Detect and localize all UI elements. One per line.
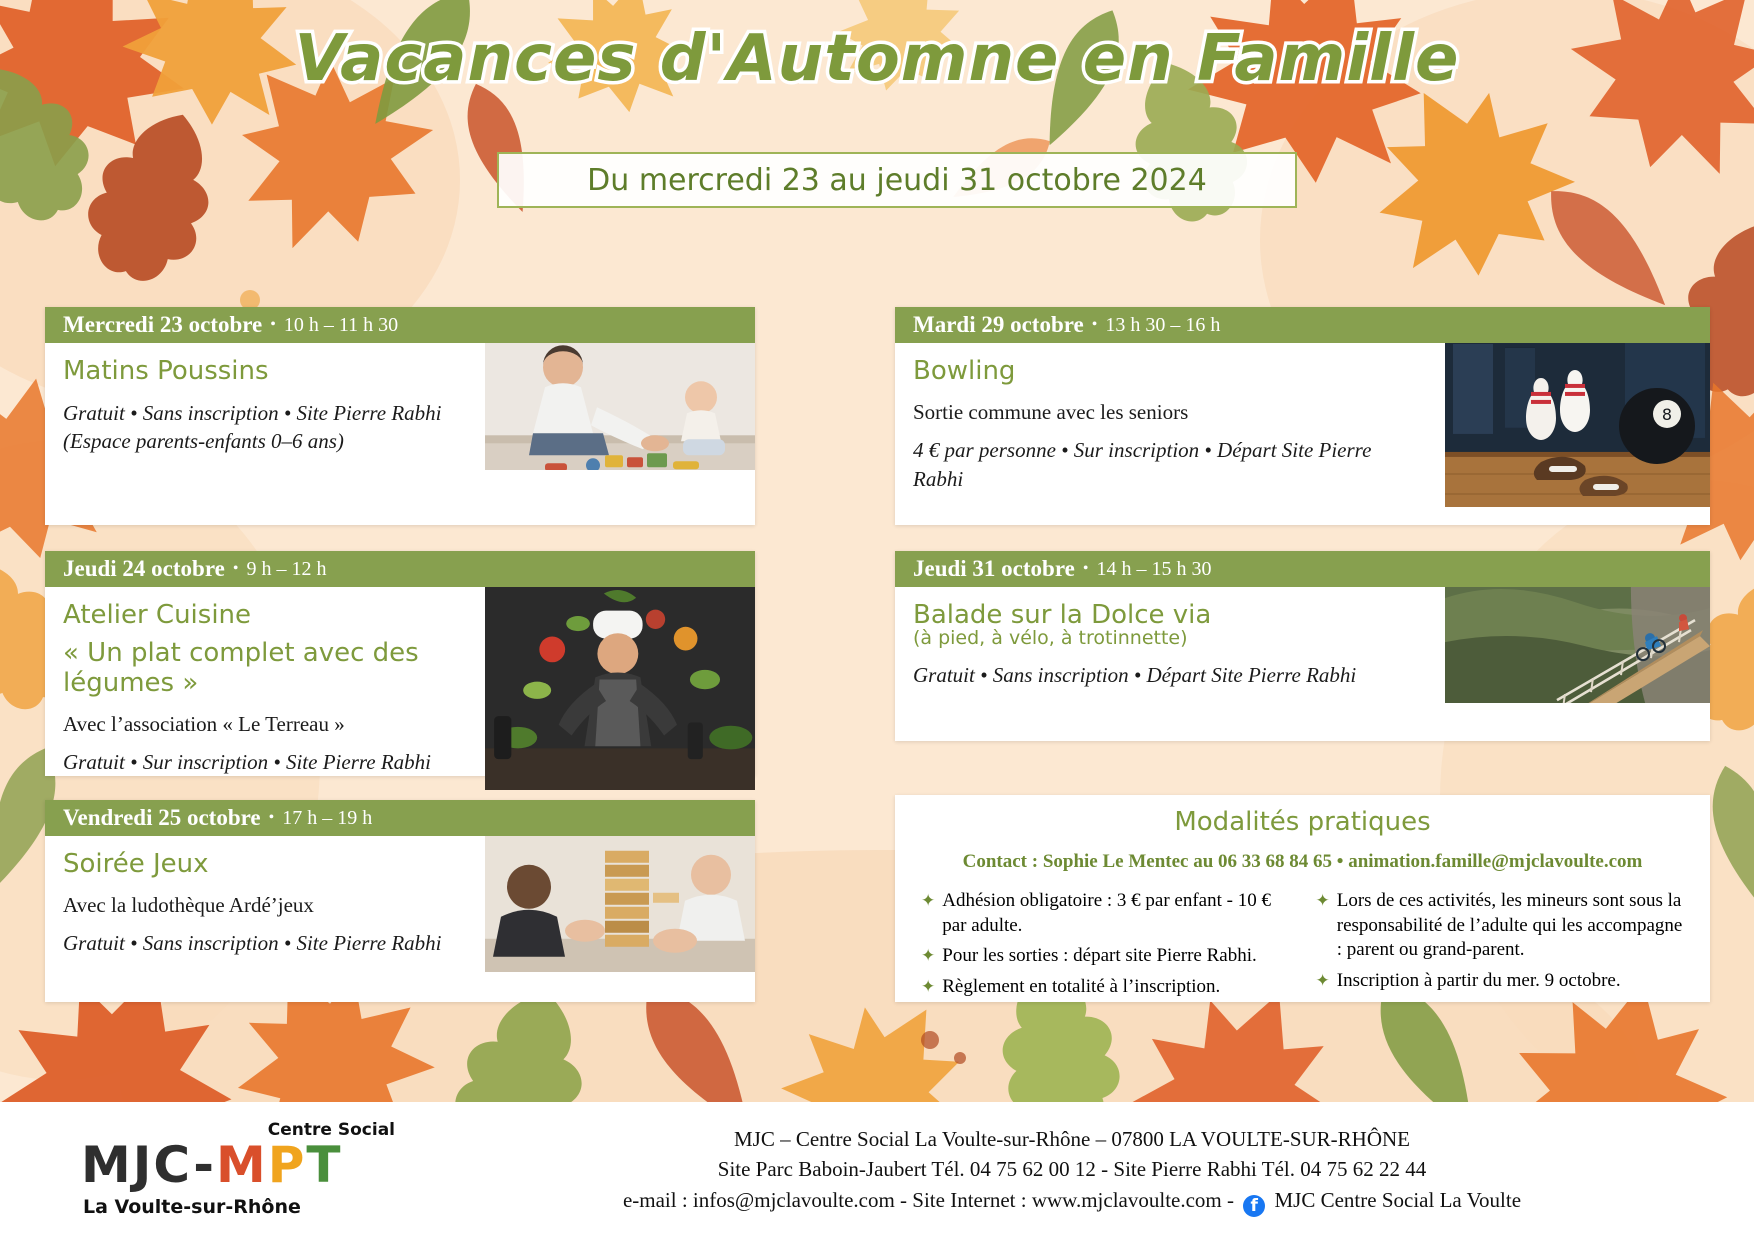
event-partner: Avec l’association « Le Terreau » (63, 711, 345, 736)
list-item-text: Pour les sorties : départ site Pierre Rabhi. (942, 945, 1257, 967)
event-header (45, 551, 755, 587)
page-title-text: Vacances d'Automne en Famille (294, 22, 1460, 96)
photo-bowling-quilles-boule (1445, 343, 1710, 507)
footer-line-1: MJC – Centre Social La Voulte-sur-Rhône – 07800 LA VOULTE-SUR-RHÔNE (733, 1127, 1411, 1151)
event-conditions: Gratuit • Sans inscription • Départ Site Pierre Rabhi (913, 662, 1357, 687)
footer-line-3-text: e-mail : infos@mjclavoulte.com - Site Internet : www.mjclavoulte.com - (622, 1187, 1234, 1212)
footer-line-2: Site Parc Baboin-Jaubert Tél. 04 75 62 00 12 - Site Pierre Rabhi Tél. 04 75 62 22 44 (717, 1157, 1427, 1182)
list-item-text: Lors de ces activités, les mineurs sont sous la responsabilité de l’adulte qui les accompagne : parent ou grand-parent. (1336, 890, 1683, 961)
event-body (45, 836, 755, 972)
event-partner: Avec la ludothèque Ardé’jeux (63, 892, 314, 917)
list-item-text: Règlement en totalité à l’inscription. (942, 976, 1221, 998)
event-time: 9 h – 12 h (246, 557, 327, 580)
event-body (895, 343, 1710, 507)
event-card-mardi-29 (895, 307, 1710, 525)
date-range-banner (497, 152, 1297, 208)
practical-info-card (895, 795, 1710, 1002)
bullet-icon: ✦ (1315, 891, 1330, 910)
contact-line: Contact : Sophie Le Mentec au 06 33 68 84 65 • animation.famille@mjclavoulte.com (962, 851, 1643, 872)
event-activity-subtitle: (à pied, à vélo, à trotinnette) (913, 626, 1188, 649)
event-activity-title: Bowling (913, 356, 1016, 386)
event-day: Mercredi 23 octobre (63, 312, 263, 337)
photo-passerelle-velo-gorges (1445, 587, 1710, 703)
practical-info-title: Modalités pratiques (1174, 807, 1431, 837)
event-body (45, 587, 755, 790)
event-time: 14 h – 15 h 30 (1096, 557, 1212, 580)
bullet-icon: ✦ (1315, 971, 1330, 991)
event-activity-title: Balade sur la Dolce via (913, 600, 1212, 630)
event-time: 10 h – 11 h 30 (283, 313, 399, 336)
event-day: Jeudi 24 octobre (63, 556, 225, 581)
event-conditions: 4 € par personne • Sur inscription • Départ Site Pierre Rabhi (913, 438, 1372, 491)
list-item (921, 975, 1290, 1000)
footer-line-3 (430, 1185, 1714, 1217)
mjc-logo (75, 1120, 405, 1220)
facebook-page-name: MJC Centre Social La Voulte (1274, 1187, 1522, 1212)
event-conditions: Gratuit • Sans inscription • Site Pierre Rabhi (63, 931, 442, 956)
event-header (45, 307, 755, 343)
event-card-mercredi-23 (45, 307, 755, 525)
event-description: Sortie commune avec les seniors (913, 399, 1189, 424)
event-body (45, 343, 755, 470)
event-day: Vendredi 25 octobre (63, 805, 261, 830)
facebook-icon[interactable]: f (1243, 1195, 1265, 1217)
event-activity-title: Matins Poussins (63, 356, 269, 386)
event-card-jeudi-24 (45, 551, 755, 776)
event-activity-subtitle: « Un plat complet avec des légumes » (63, 637, 419, 698)
event-day: Jeudi 31 octobre (913, 556, 1075, 581)
list-item (921, 889, 1290, 938)
bullet-icon: ✦ (921, 946, 936, 966)
footer-contact-block (430, 1124, 1714, 1217)
practical-info-right-column (1316, 889, 1685, 1006)
bullet-icon: ✦ (921, 891, 936, 910)
list-item (1316, 889, 1685, 963)
svg-text:8: 8 (1661, 404, 1673, 424)
event-activity-title: Atelier Cuisine (63, 600, 252, 630)
photo-cuisinier-legumes (485, 587, 755, 790)
event-header (45, 800, 755, 836)
logo-mjc-mpt-text: MJC-MPT (81, 1136, 343, 1194)
event-card-jeudi-31 (895, 551, 1710, 741)
event-header (895, 551, 1710, 587)
event-day: Mardi 29 octobre (913, 312, 1084, 337)
bullet-separator: • (232, 560, 239, 577)
bullet-separator: • (270, 316, 276, 333)
bullet-separator: • (1082, 560, 1089, 577)
date-range-text: Du mercredi 23 au jeudi 31 octobre 2024 (587, 162, 1207, 198)
event-activity-title: Soirée Jeux (63, 849, 209, 879)
list-item-text: Inscription à partir du mer. 9 octobre. (1336, 970, 1621, 992)
bullet-separator: • (1091, 316, 1098, 333)
list-item (1316, 969, 1685, 994)
event-conditions: Gratuit • Sans inscription • Site Pierre Rabhi (Espace parents-enfants 0–6 ans) (63, 400, 442, 454)
event-card-vendredi-25 (45, 800, 755, 1002)
bullet-icon: ✦ (921, 977, 936, 997)
list-item-text: Adhésion obligatoire : 3 € par enfant - 10 € par adulte. (942, 890, 1271, 936)
photo-jeu-tour-bois (485, 836, 755, 972)
event-body (895, 587, 1710, 703)
logo-centre-social-text: Centre Social (267, 1120, 395, 1140)
practical-info-left-column (921, 889, 1290, 1006)
footer (0, 1102, 1754, 1240)
logo-town-text: La Voulte-sur-Rhône (83, 1196, 301, 1218)
event-conditions: Gratuit • Sur inscription • Site Pierre Rabhi (63, 749, 431, 774)
list-item (921, 944, 1290, 969)
page-title (0, 22, 1754, 96)
practical-info-columns (895, 873, 1710, 1006)
event-time: 13 h 30 – 16 h (1105, 313, 1221, 336)
event-time: 17 h – 19 h (282, 806, 373, 829)
bullet-separator: • (268, 809, 275, 826)
event-header (895, 307, 1710, 343)
photo-pere-enfant-jouets (485, 343, 755, 470)
